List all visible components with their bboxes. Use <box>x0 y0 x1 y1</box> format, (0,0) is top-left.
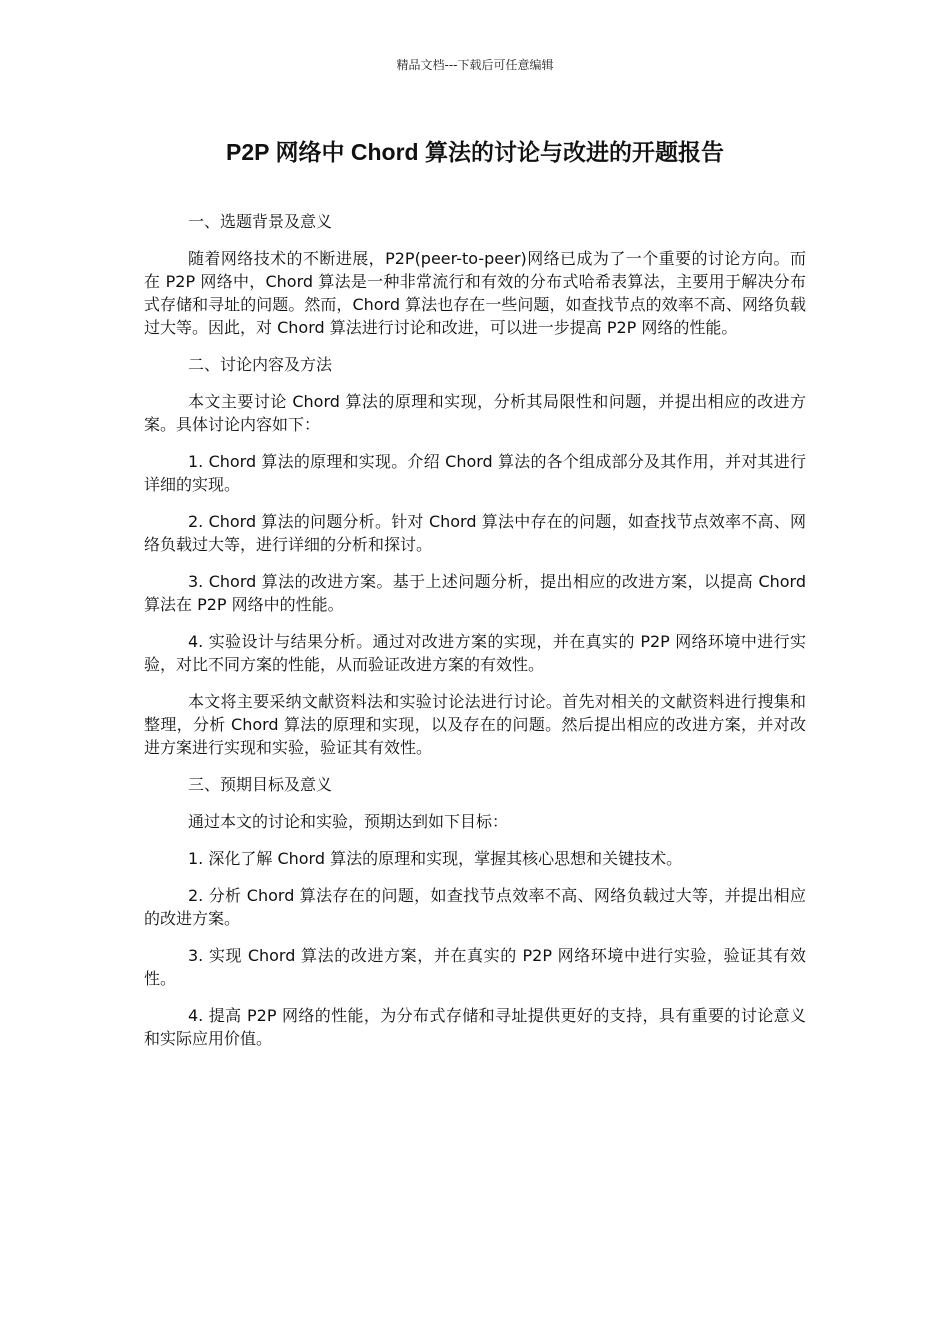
paragraph-background: 随着网络技术的不断进展，P2P(peer-to-peer)网络已成为了一个重要的讨论方向。而在 P2P 网络中，Chord 算法是一种非常流行和有效的分布式哈希表算法，主要用于解决分布式存储和寻址的问题。然而，Chord 算法也存在一些问题，如查找节点的效率不高、网络负载过大等。因此，对 Chord 算法进行讨论和改进，可以进一步提高 P2P 网络的性能。 <box>144 249 806 337</box>
list-item-content-3: 3. Chord 算法的改进方案。基于上述问题分析，提出相应的改进方案，以提高 Chord 算法在 P2P 网络中的性能。 <box>144 572 806 614</box>
list-item-goal-4: 4. 提高 P2P 网络的性能，为分布式存储和寻址提供更好的支持，具有重要的讨论意义和实际应用价值。 <box>144 1006 806 1048</box>
list-item-content-2: 2. Chord 算法的问题分析。针对 Chord 算法中存在的问题，如查找节点效率不高、网络负载过大等，进行详细的分析和探讨。 <box>144 512 806 554</box>
section-heading-goals: 三、预期目标及意义 <box>188 775 333 794</box>
list-item-goal-2: 2. 分析 Chord 算法存在的问题，如查找节点效率不高、网络负载过大等，并提出相应的改进方案。 <box>144 886 806 928</box>
header-note: 精品文档---下载后可任意编辑 <box>396 58 554 72</box>
section-heading-content-methods: 二、讨论内容及方法 <box>188 355 333 374</box>
paragraph-methods: 本文将主要采纳文献资料法和实验讨论法进行讨论。首先对相关的文献资料进行搜集和整理，分析 Chord 算法的原理和实现，以及存在的问题。然后提出相应的改进方案，并对改进方案进行实现和实验，验证其有效性。 <box>144 692 806 757</box>
list-item-goal-3: 3. 实现 Chord 算法的改进方案，并在真实的 P2P 网络环境中进行实验，验证其有效性。 <box>144 946 806 988</box>
paragraph-goals-intro: 通过本文的讨论和实验，预期达到如下目标： <box>188 812 509 831</box>
document-title: P2P 网络中 Chord 算法的讨论与改进的开题报告 <box>226 139 724 165</box>
list-item-content-4: 4. 实验设计与结果分析。通过对改进方案的实现，并在真实的 P2P 网络环境中进行实验，对比不同方案的性能，从而验证改进方案的有效性。 <box>144 632 806 674</box>
list-item-goal-1: 1. 深化了解 Chord 算法的原理和实现，掌握其核心思想和关键技术。 <box>188 849 683 868</box>
list-item-content-1: 1. Chord 算法的原理和实现。介绍 Chord 算法的各个组成部分及其作用，并对其进行详细的实现。 <box>144 452 806 494</box>
paragraph-content-intro: 本文主要讨论 Chord 算法的原理和实现，分析其局限性和问题，并提出相应的改进方案。具体讨论内容如下： <box>144 392 806 434</box>
document-body <box>144 210 806 1064</box>
section-heading-background: 一、选题背景及意义 <box>188 212 333 231</box>
